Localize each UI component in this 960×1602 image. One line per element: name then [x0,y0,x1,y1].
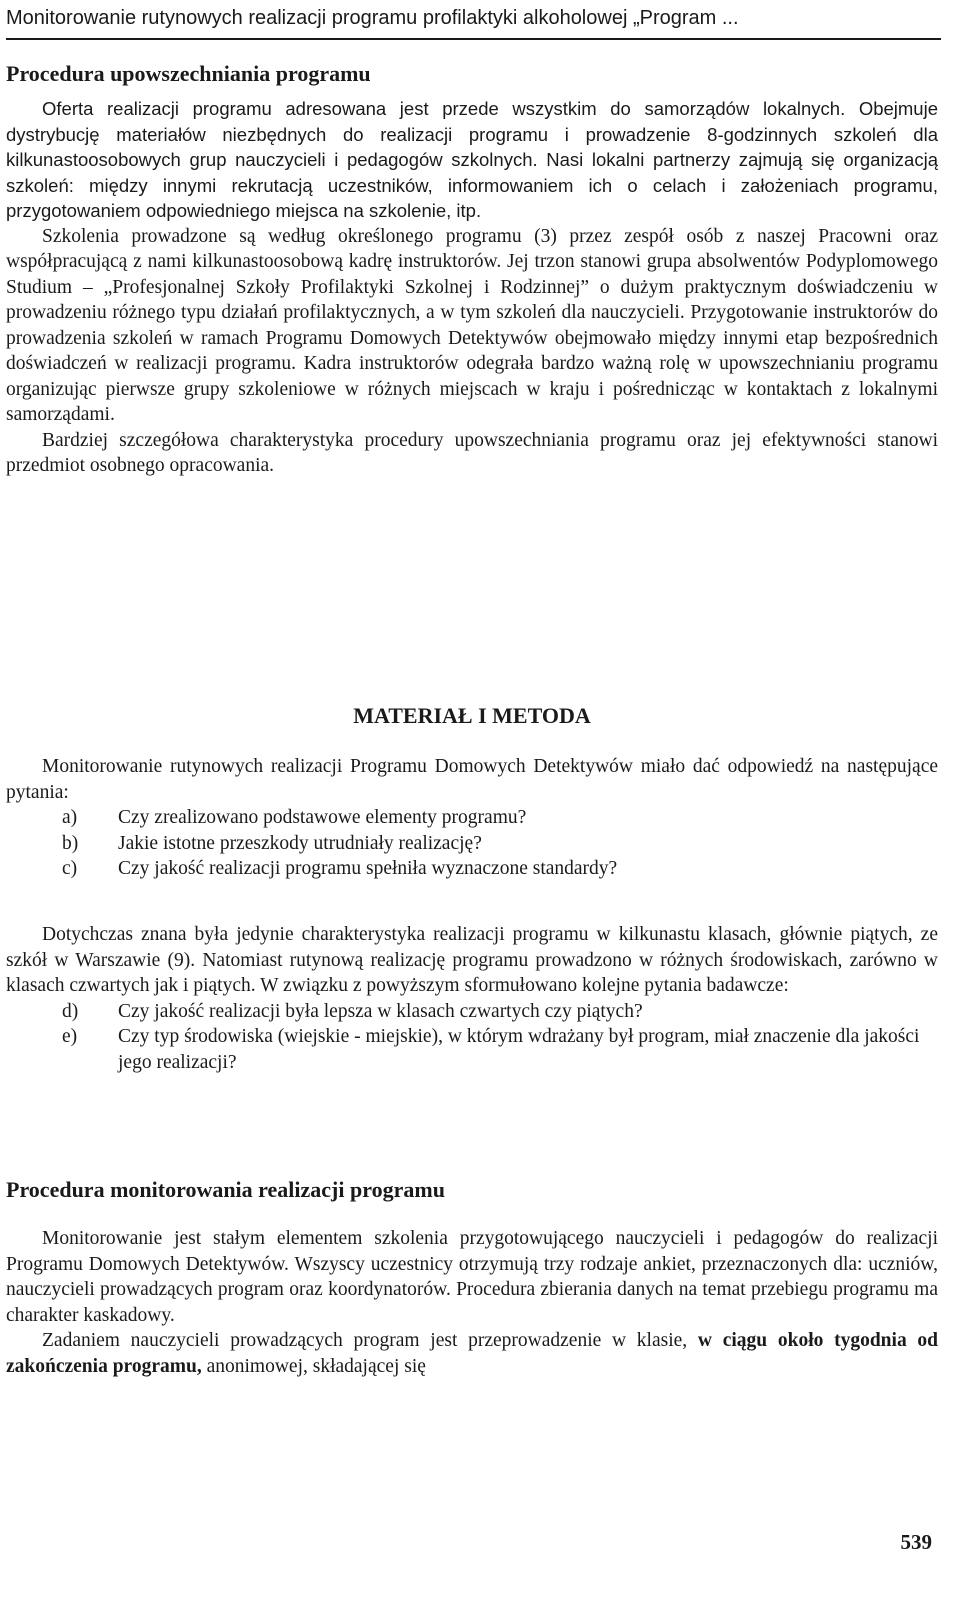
section-monitorowanie [6,1176,938,1204]
section-upowszechnianie [6,60,938,88]
paragraph-teachers-task-end: anonimowej, składającej się [206,1355,426,1377]
paragraph-teachers-task [6,1328,938,1379]
section-material-metoda-body-2 [6,922,938,1075]
list-item-text: Czy typ środowiska (wiejskie - miejskie), w którym wdrażany był program, miał znaczenie dla jakości jego realizacji? [118,1026,920,1073]
paragraph-prior-research: Dotychczas znana była jedynie charakterystyka realizacji programu w kilkunastu klasach, głównie piątych, ze szkół w Warszawie (9). Natomiast rutynową realizację programu prowadzono w różnych środowiskach, zarówno w klasach czwartych jak i piątych. W związku z powyższym sformułowano kolejne pytania badawcze: [6,924,938,996]
header-rule [6,38,941,40]
list-item-label: b) [62,832,79,854]
section-title-material-metoda: MATERIAŁ I METODA [353,703,591,728]
list-item-text: Czy zrealizowano podstawowe elementy programu? [118,807,527,828]
list-item [6,999,938,1025]
page-number: 539 [900,1530,932,1554]
paragraph-monitoring: Monitorowanie jest stałym elementem szkolenia przygotowującego nauczycieli i pedagogów do realizacji Programu Domowych Detektywów. Wszyscy uczestnicy otrzymują trzy rodzaje ankiet, przeznaczonych dla: uczniów, nauczycieli prowadzących program oraz koordynatorów. Procedura zbierania danych na temat przebiegu programu ma charakter kaskadowy. [6,1228,938,1326]
question-list-1 [6,805,938,882]
paragraph-offer: Oferta realizacji programu adresowana jest przede wszystkim do samorządów lokalnych. Obejmuje dystrybucję materiałów niezbędnych do realizacji programu i prowadzenie 8-godzinnych szkoleń dla kilkunastoosobowych grup nauczycieli i pedagogów szkolnych. Nasi lokalni partnerzy zajmują się organizacją szkoleń: między innymi rekrutacją uczestników, informowaniem ich o celach i założeniach programu, przygotowaniem odpowiedniego miejsca na szkolenie, itp. [6,98,938,221]
section-material-metoda [6,702,938,730]
section-monitorowanie-body [6,1226,938,1379]
list-item-label: e) [62,1026,78,1047]
section-upowszechnianie-body [6,96,938,479]
question-list-2 [6,999,938,1076]
list-item [6,856,938,882]
paragraph-trainings: Szkolenia prowadzone są według określonego programu (3) przez zespół osób z naszej Pracowni oraz współpracującą z nami kilkunastoosobową kadrę instruktorów. Jej trzon stanowi grupa absolwentów Podyplomowego Studium – „Profesjonalnej Szkoły Profilaktyki Szkolnej i Rodzinnej” o dużym praktycznym doświadczeniu w prowadzeniu różnego typu działań profilaktycznych, a w tym szkoleń dla nauczycieli. Przygotowanie instruktorów do prowadzenia szkoleń w ramach Programu Domowych Detektywów obejmowało między innymi etap bezpośrednich doświadczeń w realizacji programu. Kadra instruktorów odegrała bardzo ważną rolę w upowszechnianiu programu organizując pierwsze grupy szkoleniowe w różnych miejscach w kraju i pośrednicząc w kontaktach z lokalnymi samorządami. [6,225,938,425]
section-material-metoda-body [6,754,938,882]
list-item [6,831,938,857]
list-item-text: Czy jakość realizacji była lepsza w klasach czwartych czy piątych? [118,1000,643,1022]
paragraph-intro: Monitorowanie rutynowych realizacji Programu Domowych Detektywów miało dać odpowiedź na następujące pytania: [6,756,938,803]
list-item-label: a) [62,807,78,828]
list-item-text: Jakie istotne przeszkody utrudniały realizację? [118,832,482,854]
running-head: Monitorowanie rutynowych realizacji programu profilaktyki alkoholowej „Program ... [6,7,739,29]
section-title-monitorowanie: Procedura monitorowania realizacji programu [6,1177,445,1202]
list-item-label: d) [62,1000,79,1022]
list-item-label: c) [62,858,78,879]
section-title-upowszechnianie: Procedura upowszechniania programu [6,61,371,86]
list-item-text: Czy jakość realizacji programu spełniła wyznaczone standardy? [118,858,618,879]
paragraph-teachers-task-start: Zadaniem nauczycieli prowadzących program jest przeprowadzenie w klasie, [42,1330,688,1351]
list-item [6,1024,938,1075]
paragraph-details: Bardziej szczegółowa charakterystyka procedury upowszechniania programu oraz jej efektywności stanowi przedmiot osobnego opracowania. [6,429,938,476]
paragraph-teachers-task-bold: w ciągu około tygodnia od zakończenia programu, [6,1330,939,1377]
list-item [6,805,938,831]
